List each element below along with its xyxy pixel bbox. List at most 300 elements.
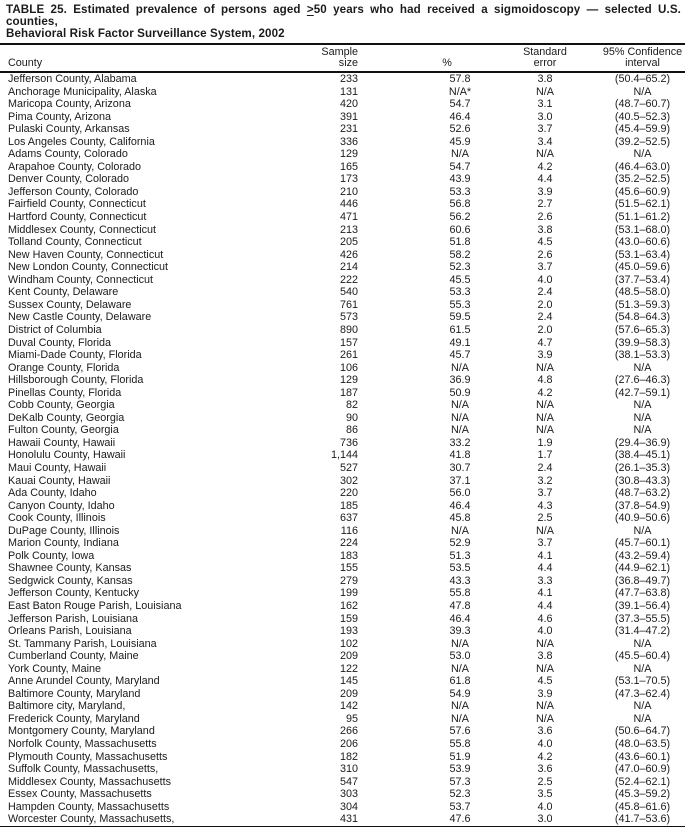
county-cell: Anne Arundel County, Maryland [8,675,160,688]
table-row [0,587,685,600]
confidence-interval-cell: (51.1–61.2) [614,211,671,224]
standard-error-cell: 3.9 [537,185,553,198]
standard-error-cell: 2.4 [537,286,553,299]
county-cell: Canyon County, Idaho [8,499,115,512]
table-row [0,72,685,86]
table-row [0,562,685,575]
standard-error-cell: N/A [536,712,554,725]
county-column-header: County [0,45,300,72]
confidence-interval-cell: N/A [633,361,652,374]
sample-header-line2: size [338,56,358,69]
percent-cell: 54.7 [449,160,471,173]
table-row [0,788,685,801]
county-cell: York County, Maine [8,662,102,675]
percent-cell: 36.9 [449,374,471,387]
table-row [0,725,685,738]
confidence-interval-cell: (50.4–65.2) [614,73,671,86]
table-row [0,688,685,701]
percent-cell: 56.2 [449,211,471,224]
table-row [0,776,685,789]
sample-size-cell: 157 [339,336,358,349]
sample-size-cell: 527 [339,461,358,474]
sample-size-cell: 222 [339,273,358,286]
standard-error-cell: 4.5 [537,236,553,249]
table-row [0,713,685,726]
standard-error-column-header [510,45,580,72]
sample-size-cell: 102 [339,637,358,650]
percent-cell: 50.9 [449,386,471,399]
table-row [0,801,685,814]
sample-size-cell: 155 [339,562,358,575]
confidence-interval-cell: (44.9–62.1) [614,562,671,575]
standard-error-cell: N/A [536,399,554,412]
table-row [0,424,685,437]
sample-size-cell: 431 [339,813,358,826]
percent-cell: N/A [451,637,469,650]
county-cell: DuPage County, Illinois [8,524,120,537]
county-cell: Shawnee County, Kansas [8,562,132,575]
county-cell: Pinellas County, Florida [8,386,122,399]
sample-size-cell: 131 [339,85,358,98]
table-row [0,650,685,663]
table-row [0,437,685,450]
confidence-interval-cell: (53.1–68.0) [614,223,671,236]
county-cell: Hampden County, Massachusetts [8,800,170,813]
percent-cell: 33.2 [449,436,471,449]
sample-size-cell: 205 [339,236,358,249]
percent-cell: 30.7 [449,461,471,474]
standard-error-cell: N/A [536,700,554,713]
county-cell: Cobb County, Georgia [8,399,115,412]
confidence-interval-cell: (48.7–60.7) [614,98,671,111]
table-body [0,72,685,826]
table-row [0,123,685,136]
sample-size-cell: 446 [339,198,358,211]
geq-symbol: > [306,3,314,16]
confidence-interval-cell: (45.3–59.2) [614,788,671,801]
percent-cell: 53.5 [449,562,471,575]
confidence-interval-cell: (46.4–63.0) [614,160,671,173]
table-row [0,613,685,626]
standard-error-cell: 3.7 [537,537,553,550]
percent-cell: N/A [451,148,469,161]
percent-cell: N/A [451,361,469,374]
table-row [0,198,685,211]
table-title-suffix: 50 years who had received a sigmoidoscopy — selected U.S. counties, [6,3,681,29]
percent-cell: N/A [451,399,469,412]
county-cell: District of Columbia [8,323,102,336]
percent-cell: 57.8 [449,73,471,86]
county-cell: DeKalb County, Georgia [8,411,125,424]
confidence-interval-cell: (45.7–60.1) [614,537,671,550]
sample-size-column-header [300,45,360,72]
county-cell: Baltimore city, Maryland, [8,700,126,713]
table-row [0,412,685,425]
sample-size-cell: 209 [339,687,358,700]
percent-cell: 45.7 [449,349,471,362]
county-cell: Pima County, Arizona [8,110,112,123]
confidence-interval-cell: N/A [633,524,652,537]
standard-error-cell: 3.9 [537,687,553,700]
percent-cell: 61.5 [449,323,471,336]
confidence-interval-cell: (39.9–58.3) [614,336,671,349]
table-row [0,675,685,688]
county-cell: Cook County, Illinois [8,512,106,525]
confidence-interval-cell: (47.3–62.4) [614,687,671,700]
ci-header-line2: interval [625,56,660,69]
county-cell: St. Tammany Parish, Louisiana [8,637,157,650]
percent-cell: 52.9 [449,537,471,550]
standard-error-cell: 3.2 [537,474,553,487]
county-cell: Jefferson County, Colorado [8,185,139,198]
county-cell: Tolland County, Connecticut [8,236,142,249]
percent-cell: 56.8 [449,198,471,211]
percent-cell: N/A [451,712,469,725]
header-row [0,45,685,72]
table-row [0,462,685,475]
percent-cell: N/A [451,662,469,675]
sample-size-cell: 303 [339,788,358,801]
confidence-interval-cell: N/A [633,712,652,725]
table-row [0,86,685,99]
sample-size-cell: 426 [339,248,358,261]
table-row [0,186,685,199]
table-row [0,161,685,174]
table-row [0,261,685,274]
confidence-interval-cell: (43.6–60.1) [614,750,671,763]
prevalence-table [0,45,685,826]
percent-cell: 39.3 [449,625,471,638]
percent-cell: 46.4 [449,499,471,512]
county-cell: Plymouth County, Massachusetts [8,750,168,763]
sample-size-cell: 761 [339,298,358,311]
standard-error-cell: 4.0 [537,800,553,813]
table-row [0,399,685,412]
confidence-interval-cell: N/A [633,424,652,437]
ci-header-line1: 95% Confidence [602,45,683,58]
confidence-interval-cell: (45.0–59.6) [614,261,671,274]
county-cell: Anchorage Municipality, Alaska [8,85,157,98]
sample-size-cell: 145 [339,675,358,688]
sample-size-cell: 90 [345,411,358,424]
table-row [0,449,685,462]
confidence-interval-cell: (45.8–61.6) [614,800,671,813]
county-cell: Arapahoe County, Colorado [8,160,142,173]
confidence-interval-cell: (31.4–47.2) [614,625,671,638]
percent-cell: 37.1 [449,474,471,487]
percent-cell: 47.8 [449,599,471,612]
confidence-interval-cell: (39.1–56.4) [614,599,671,612]
percent-cell: 45.9 [449,135,471,148]
county-cell: Middlesex County, Connecticut [8,223,157,236]
sample-size-cell: 573 [339,311,358,324]
table-row [0,224,685,237]
county-cell: New Haven County, Connecticut [8,248,164,261]
standard-error-cell: N/A [536,411,554,424]
confidence-interval-cell: (45.6–60.9) [614,185,671,198]
confidence-interval-cell: (37.8–54.9) [614,499,671,512]
standard-error-cell: 3.8 [537,223,553,236]
county-cell: Hawaii County, Hawaii [8,436,116,449]
percent-cell: 43.3 [449,574,471,587]
sample-size-cell: 310 [339,763,358,776]
standard-error-cell: N/A [536,637,554,650]
sample-size-cell: 1,144 [330,449,358,462]
percent-cell: 51.8 [449,236,471,249]
table-row [0,337,685,350]
table-row [0,763,685,776]
percent-cell: 46.4 [449,110,471,123]
standard-error-cell: 2.6 [537,211,553,224]
county-cell: Sussex County, Delaware [8,298,132,311]
sample-size-cell: 116 [340,524,358,537]
table-title-line1 [6,4,681,28]
table-row [0,751,685,764]
percent-cell: 51.3 [449,549,471,562]
table-title-line2: Behavioral Risk Factor Surveillance System, 2002 [6,27,285,41]
percent-cell: 53.9 [449,763,471,776]
standard-error-cell: 3.6 [537,725,553,738]
standard-error-cell: 2.7 [537,198,553,211]
confidence-interval-cell: (26.1–35.3) [614,461,671,474]
sample-size-cell: 890 [339,323,358,336]
county-cell: Los Angeles County, California [8,135,155,148]
confidence-interval-cell: (53.1–70.5) [614,675,671,688]
county-cell: New London County, Connecticut [8,261,169,274]
standard-error-cell: N/A [536,424,554,437]
sample-header-line1: Sample [321,45,358,58]
confidence-interval-cell: (29.4–36.9) [614,436,671,449]
percent-cell: 59.5 [449,311,471,324]
sample-size-cell: 736 [339,436,358,449]
confidence-interval-cell: (50.6–64.7) [614,725,671,738]
table-row [0,362,685,375]
table-title-prefix: TABLE 25. Estimated prevalence of persons aged [6,3,307,16]
standard-error-cell: N/A [536,524,554,537]
percent-cell: 55.8 [449,738,471,750]
sample-size-cell: 165 [339,160,358,173]
sample-size-cell: 82 [345,399,358,412]
confidence-interval-cell: (37.7–53.4) [614,273,671,286]
percent-cell: 52.3 [449,788,471,801]
confidence-interval-cell: (39.2–52.5) [614,135,671,148]
standard-error-cell: 2.5 [537,775,553,788]
county-cell: Pulaski County, Arkansas [8,123,130,136]
sample-size-cell: 220 [339,487,358,500]
confidence-interval-cell: (36.8–49.7) [614,574,671,587]
table-row [0,625,685,638]
standard-error-cell: 4.6 [537,612,553,625]
confidence-interval-cell: (30.8–43.3) [614,474,671,487]
percent-cell: 47.6 [449,813,471,826]
standard-error-cell: 2.0 [537,298,553,311]
standard-error-cell: 2.6 [537,248,553,261]
standard-error-cell: 2.0 [537,323,553,336]
table-row [0,500,685,513]
county-cell: Jefferson County, Alabama [8,73,137,86]
standard-error-cell: 3.1 [537,98,553,111]
sample-size-cell: 420 [339,98,358,111]
sample-size-cell: 279 [339,574,358,587]
standard-error-cell: 4.1 [537,549,553,562]
table-row [0,600,685,613]
table-row [0,738,685,751]
percent-column-header: % [360,45,510,72]
county-cell: Fulton County, Georgia [8,424,119,437]
confidence-interval-cell: (41.7–53.6) [614,813,671,826]
table-row [0,537,685,550]
sample-size-cell: 266 [339,725,358,738]
percent-cell: 54.7 [449,98,471,111]
standard-error-cell: 4.2 [537,160,553,173]
se-header-line2: error [533,56,557,69]
percent-cell: 43.9 [449,173,471,186]
percent-cell: N/A* [448,85,472,98]
county-cell: Kent County, Delaware [8,286,119,299]
county-cell: Maricopa County, Arizona [8,98,131,111]
sample-size-cell: 199 [339,587,358,600]
standard-error-cell: 3.7 [537,487,553,500]
percent-cell: 57.3 [449,775,471,788]
percent-cell: 45.5 [449,273,471,286]
table-row [0,700,685,713]
table-header [0,45,685,72]
table-row [0,324,685,337]
percent-cell: 41.8 [449,449,471,462]
table-row [0,136,685,149]
county-cell: Worcester County, Massachusetts, [8,813,175,826]
county-cell: Miami-Dade County, Florida [8,349,142,362]
sample-size-cell: 122 [339,662,358,675]
county-cell: Polk County, Iowa [8,549,95,562]
percent-cell: N/A [451,700,469,713]
percent-cell: 53.0 [449,650,471,663]
percent-cell: 52.3 [449,261,471,274]
standard-error-cell: 4.7 [537,336,553,349]
sample-size-cell: 159 [339,612,358,625]
county-cell: Orange County, Florida [8,361,120,374]
standard-error-cell: 4.2 [537,386,553,399]
table-row [0,550,685,563]
confidence-interval-cell: (48.5–58.0) [614,286,671,299]
table-row [0,111,685,124]
percent-cell: 51.9 [449,750,471,763]
table-row [0,387,685,400]
county-cell: Montgomery County, Maryland [8,725,155,738]
standard-error-cell: 4.0 [537,625,553,638]
percent-cell: 57.6 [449,725,471,738]
percent-cell: 61.8 [449,675,471,688]
county-cell: Jefferson County, Kentucky [8,587,140,600]
confidence-interval-cell: (48.0–63.5) [614,738,671,750]
standard-error-cell: 3.0 [537,813,553,826]
confidence-interval-cell: (45.5–60.4) [614,650,671,663]
county-cell: New Castle County, Delaware [8,311,152,324]
county-cell: Hillsborough County, Florida [8,374,144,387]
table-row [0,148,685,161]
sample-size-cell: 206 [339,738,358,750]
confidence-interval-cell: (42.7–59.1) [614,386,671,399]
standard-error-cell: 3.4 [537,135,553,148]
county-cell: Marion County, Indiana [8,537,119,550]
standard-error-cell: 3.8 [537,650,553,663]
standard-error-cell: 2.5 [537,512,553,525]
standard-error-cell: 3.3 [537,574,553,587]
standard-error-cell: 2.4 [537,311,553,324]
sample-size-cell: 185 [339,499,358,512]
confidence-interval-cell: (57.6–65.3) [614,323,671,336]
sample-size-cell: 106 [339,361,358,374]
percent-cell: 55.8 [449,587,471,600]
sample-size-cell: 231 [339,123,358,136]
sample-size-cell: 95 [345,712,358,725]
standard-error-cell: N/A [536,148,554,161]
table-row [0,813,685,826]
standard-error-cell: 4.3 [537,499,553,512]
table-row [0,374,685,387]
confidence-interval-cell: (38.1–53.3) [614,349,671,362]
table-row [0,236,685,249]
standard-error-cell: 4.8 [537,374,553,387]
sample-size-cell: 233 [339,73,358,86]
sample-size-cell: 162 [339,599,358,612]
percent-cell: 54.9 [449,687,471,700]
percent-cell: 60.6 [449,223,471,236]
standard-error-cell: 3.5 [537,788,553,801]
percent-cell: 56.0 [449,487,471,500]
county-cell: Ada County, Idaho [8,487,97,500]
standard-error-cell: 4.4 [537,599,553,612]
table-row [0,512,685,525]
confidence-interval-cell: (43.2–59.4) [614,549,671,562]
confidence-interval-cell: N/A [633,411,652,424]
confidence-interval-cell: N/A [633,700,652,713]
table-row [0,349,685,362]
table-row [0,311,685,324]
sample-size-cell: 224 [339,537,358,550]
standard-error-cell: N/A [536,662,554,675]
percent-cell: 58.2 [449,248,471,261]
confidence-interval-cell: (47.0–60.9) [614,763,671,776]
percent-cell: 53.7 [449,800,471,813]
sample-size-cell: 193 [339,625,358,638]
confidence-interval-cell: N/A [633,637,652,650]
confidence-interval-cell: N/A [633,399,652,412]
table-row [0,575,685,588]
table-row [0,286,685,299]
table-title [0,4,685,43]
confidence-interval-cell: N/A [633,148,652,161]
confidence-interval-cell: (38.4–45.1) [614,449,671,462]
standard-error-cell: 4.0 [537,738,553,750]
table-row [0,173,685,186]
sample-size-cell: 540 [339,286,358,299]
county-cell: East Baton Rouge Parish, Louisiana [8,599,182,612]
county-cell: Duval County, Florida [8,336,112,349]
table-row [0,475,685,488]
standard-error-cell: N/A [536,85,554,98]
standard-error-cell: 3.7 [537,261,553,274]
sample-size-cell: 182 [339,750,358,763]
sample-size-cell: 129 [339,374,358,387]
table-row [0,663,685,676]
county-cell: Cumberland County, Maine [8,650,139,663]
confidence-interval-cell: (51.3–59.3) [614,298,671,311]
standard-error-cell: 2.4 [537,461,553,474]
standard-error-cell: 3.0 [537,110,553,123]
confidence-interval-cell: (47.7–63.8) [614,587,671,600]
sample-size-cell: 142 [339,700,358,713]
